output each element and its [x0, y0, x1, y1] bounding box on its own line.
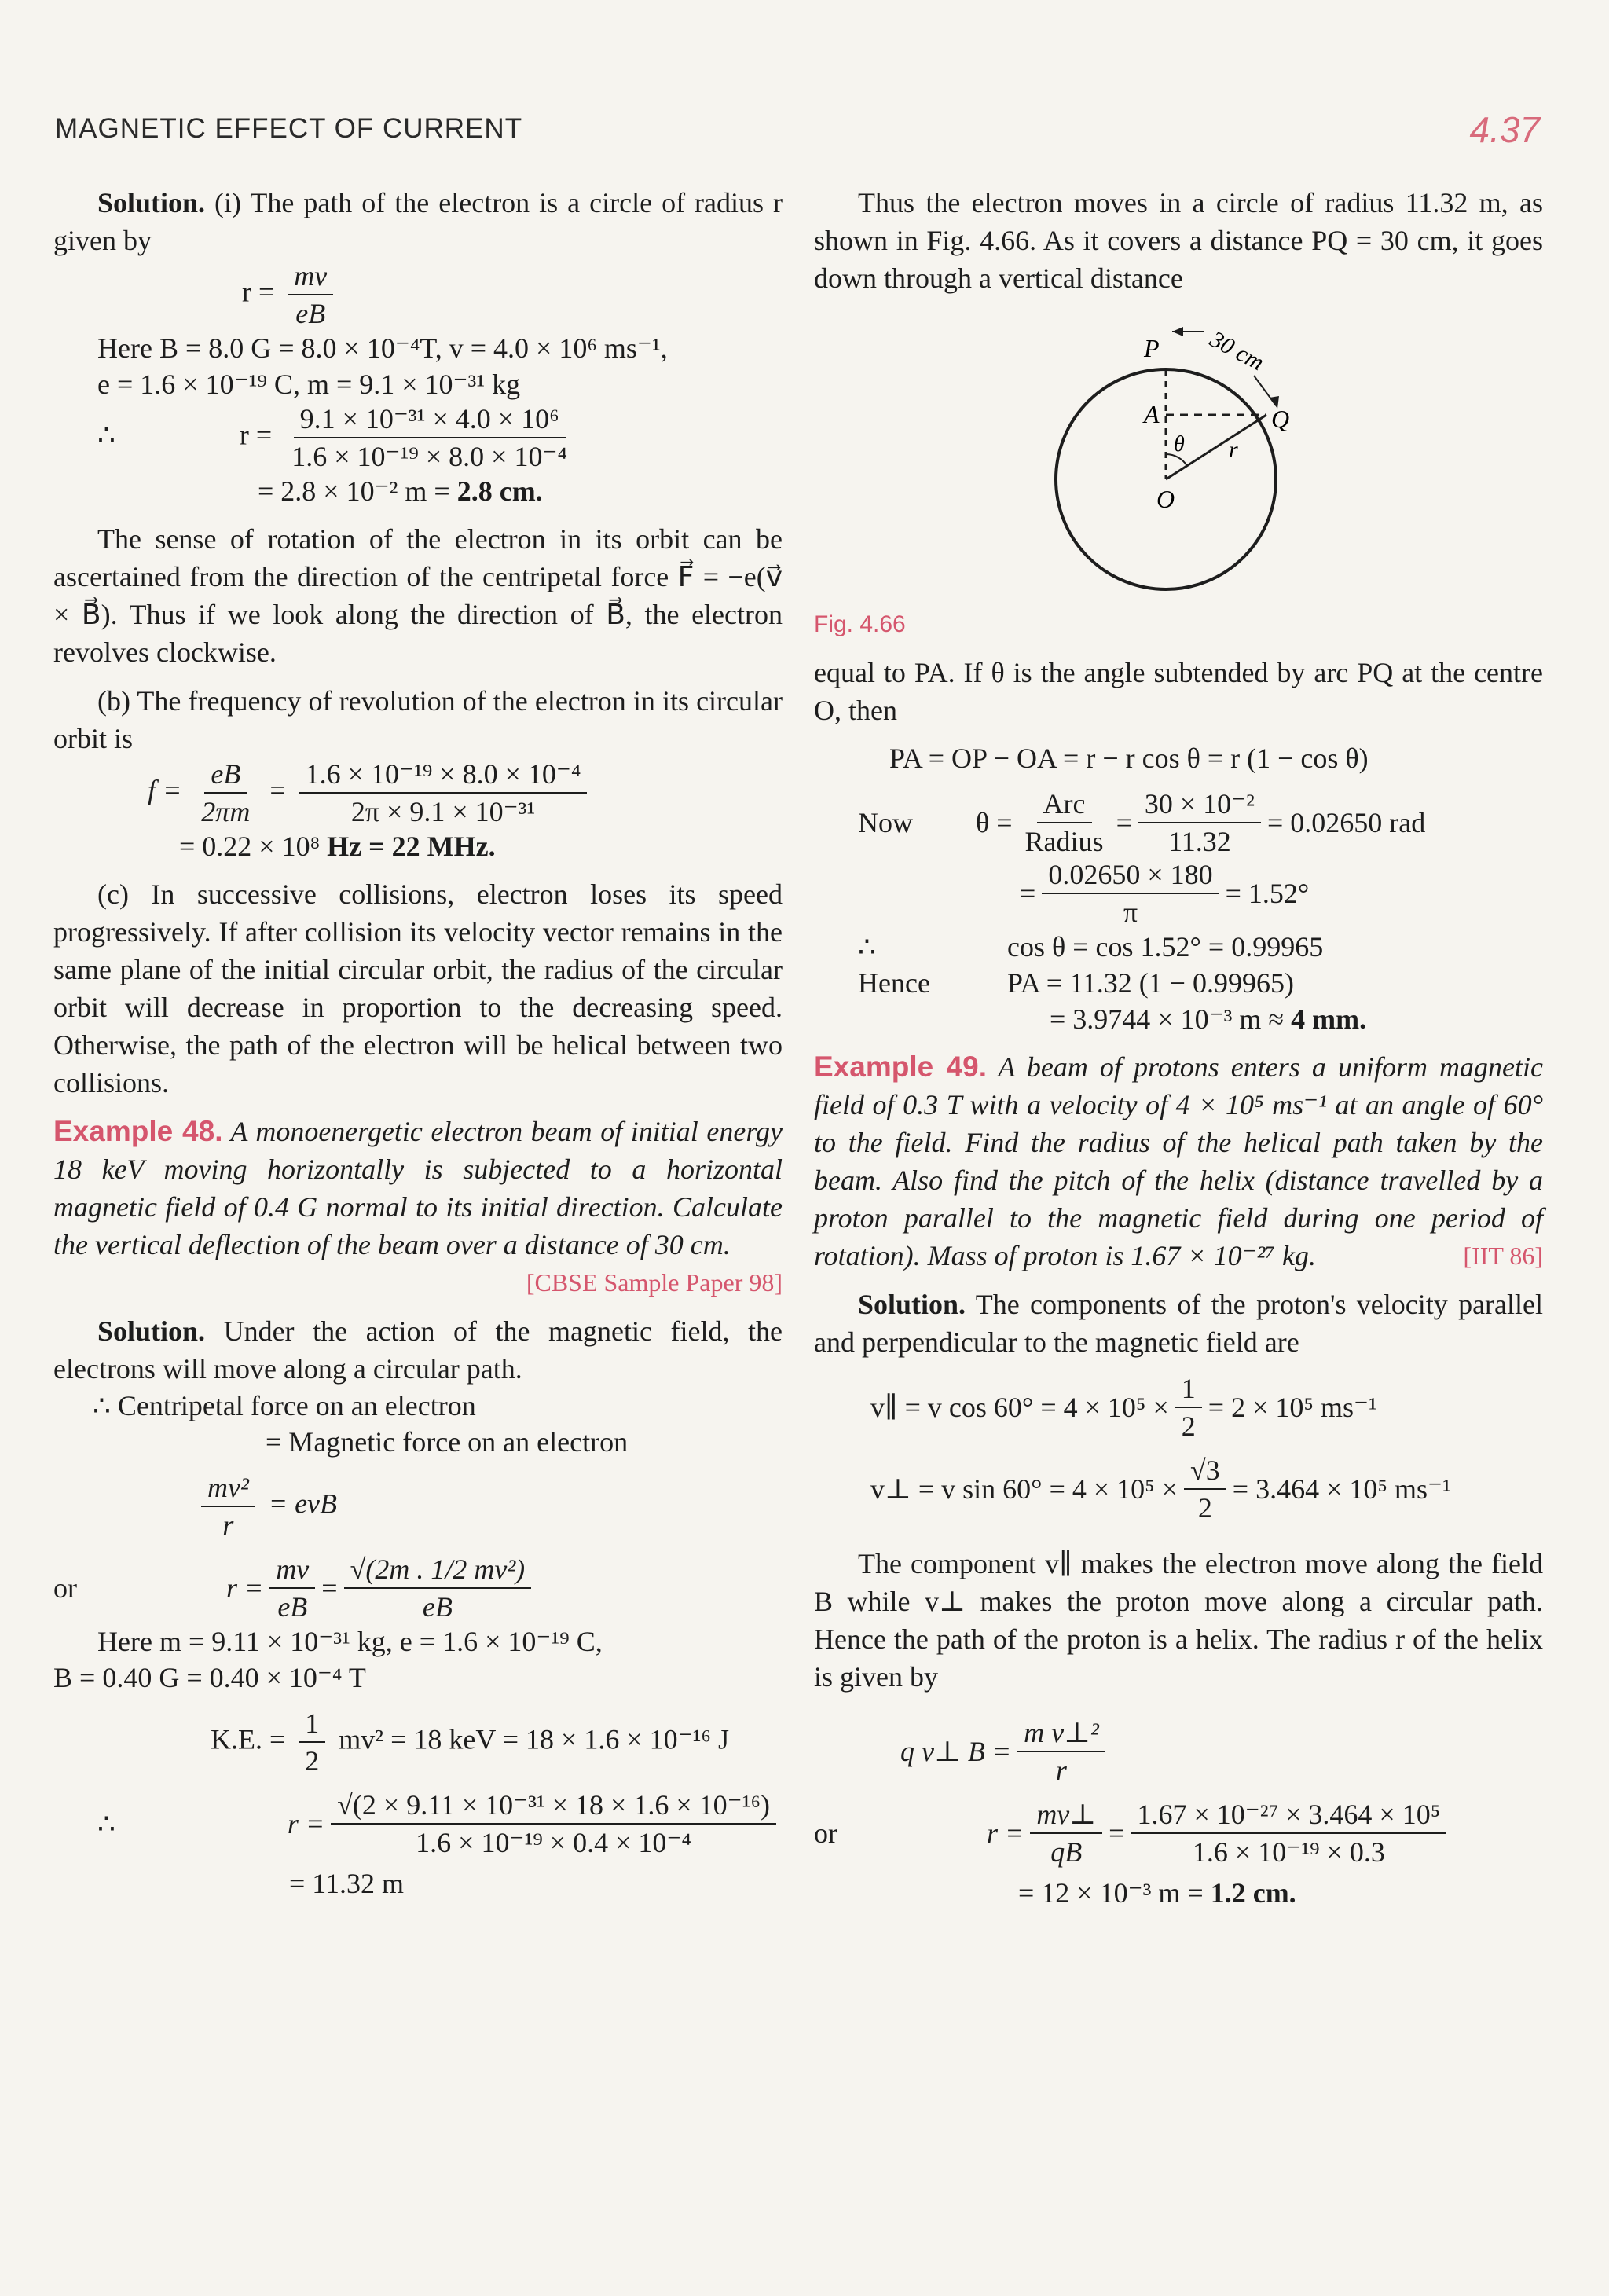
equation-r3: ∴ r = $\frac{\text{√(2 × 9.11 × 10⁻³¹ × 18 × 1.6 × 10⁻¹⁶)}}{\text{1.6 × 10⁻¹⁹ × 0.4 × 10⁻⁴}}$ — [53, 1788, 783, 1859]
equation-r: r = $\frac{mv}{eB}$ — [53, 259, 783, 330]
paragraph-b: (b) The frequency of revolution of the electron in its circular orbit is — [53, 685, 783, 754]
equation-r2: or r = $\frac{mv}{eB}$ = $\frac{\text{√(2m . 1/2 mv²)}}{eB}$ — [53, 1553, 783, 1623]
result-pa: = 3.9744 × 10⁻³ m ≈ 4 mm. — [1050, 1003, 1367, 1035]
equation-force: q v⊥ B = $\frac{\text{m v⊥²}}{r}$ — [814, 1716, 1543, 1787]
paragraph-component: The component v∥ makes the electron move along the field B while v⊥ makes the proton move along a circular path. Hence the path of the proton is a helix. The radius r of the helix is given by — [814, 1548, 1543, 1693]
equation-mv2: $\frac{\text{mv²}}{r}$ = evB — [53, 1471, 783, 1542]
result-r-helix: = 12 × 10⁻³ m = 1.2 cm. — [1018, 1877, 1296, 1909]
result-f: = 0.22 × 10⁸ Hz = 22 MHz. — [179, 831, 496, 862]
equation-f: f = $\frac{eB}{2\pi m}$ = $\frac{\text{1.6 × 10⁻¹⁹ × 8.0 × 10⁻⁴}}{\text{2π × 9.1 × 10⁻³¹}}$ — [53, 757, 783, 828]
centripetal-line: ∴ Centripetal force on an electron — [93, 1390, 476, 1421]
running-title: MAGNETIC EFFECT OF CURRENT — [55, 113, 523, 144]
equation-r-helix: or r = $\frac{mv\perp}{qB}$ = $\frac{\text{1.67 × 10⁻²⁷ × 3.464 × 10⁵}}{\text{1.6 × 10⁻¹⁹ × 0.3}}$ — [814, 1798, 1543, 1869]
fig-label-A: A — [1144, 400, 1160, 428]
fig-label-theta: θ — [1174, 432, 1185, 457]
page-number: 4.37 — [1469, 109, 1540, 150]
equation-pa: PA = OP − OA = r − r cos θ = r (1 − cos θ) — [889, 743, 1369, 774]
solution-1-text: Solution. (i) The path of the electron is a circle of radius r given by — [53, 187, 783, 256]
equation-pa-numeric: Hence PA = 11.32 (1 − 0.99965) — [858, 967, 1294, 999]
paragraph-sense: The sense of rotation of the electron in its orbit can be ascertained from the direction of the centripetal force F⃗ = −e(v⃗ × B⃗). Thus if we look along the direction of B⃗, the electron revolves clockwise. — [53, 523, 783, 668]
solution-2-text: Solution. Under the action of the magnetic field, the electrons will move along a circular path. — [53, 1315, 783, 1385]
solution-label: Solution. — [97, 187, 206, 218]
paragraph-equal: equal to PA. If θ is the angle subtended by arc PQ at the centre O, then — [814, 657, 1543, 726]
figure-caption: Fig. 4.66 — [814, 611, 906, 637]
equation-v-parallel: v∥ = v cos 60° = 4 × 10⁵ × $\frac{1}{2}$ = 2 × 10⁵ ms⁻¹ — [870, 1373, 1377, 1442]
figure-4-66 — [814, 297, 1543, 643]
fig-label-r: r — [1229, 437, 1238, 463]
given-values-1: Here B = 8.0 G = 8.0 × 10⁻⁴T, v = 4.0 × 10⁶ ms⁻¹, — [97, 332, 668, 364]
page-header — [55, 108, 1540, 156]
magnetic-line: = Magnetic force on an electron — [266, 1426, 629, 1458]
solution-49-text: Solution. The components of the proton's velocity parallel and perpendicular to the magnetic field are — [814, 1289, 1543, 1358]
given-values-3: Here m = 9.11 × 10⁻³¹ kg, e = 1.6 × 10⁻¹⁹ C, — [97, 1626, 603, 1657]
left-column — [53, 184, 783, 1902]
fig-label-P: P — [1144, 334, 1160, 362]
example-49: Example 49. A beam of protons enters a uniform magnetic field of 0.3 T with a velocity of 4 × 10⁵ ms⁻¹ at an angle of 60° to the field. Find the radius of the helical path taken by the beam. Also find the pitch of the helix (distance travelled by a proton parallel to the magnetic field during one period of rotation). Mass of proton is 1.67 × 10⁻²⁷ kg. [IIT 86] — [814, 1048, 1543, 1275]
fig-label-O: O — [1156, 485, 1175, 513]
fig-label-Q: Q — [1271, 405, 1290, 433]
example-49-label: Example 49. — [814, 1051, 987, 1083]
equation-cos: ∴ cos θ = cos 1.52° = 0.99965 — [858, 931, 1324, 963]
result-r: = 2.8 × 10⁻² m = 2.8 cm. — [258, 475, 543, 507]
equation-v-perp: v⊥ = v sin 60° = 4 × 10⁵ × $\frac{√3}{2}$ = 3.464 × 10⁵ ms⁻¹ — [870, 1454, 1451, 1524]
paragraph-c: (c) In successive collisions, electron loses its speed progressively. If after collision its velocity vector remains in the same plane of the initial circular orbit, the radius of the circular orbit will decrease in proportion to the decreasing speed. Otherwise, the path of the electron will be helical between two collisions. — [53, 878, 783, 1098]
example-48: Example 48. A monoenergetic electron beam of initial energy 18 keV moving horizontally is subjected to a horizontal magnetic field of 0.4 G normal to its initial direction. Calculate the vertical deflection of the beam over a distance of 30 cm. [CBSE Sample Paper 98] — [53, 1113, 783, 1264]
equation-degrees: = $\frac{0.02650 \times 180}{\pi}$ = 1.52° — [1020, 859, 1310, 928]
given-values-2: e = 1.6 × 10⁻¹⁹ C, m = 9.1 × 10⁻³¹ kg — [97, 369, 521, 400]
circle-diagram — [814, 297, 1543, 643]
paragraph-thus: Thus the electron moves in a circle of radius 11.32 m, as shown in Fig. 4.66. As it covers a distance PQ = 30 cm, it goes down through a vertical distance — [814, 187, 1543, 294]
example-49-source: [IIT 86] — [1463, 1242, 1543, 1270]
fig-label-30cm: 30 cm — [1205, 326, 1269, 376]
equation-theta: Now θ = $\frac{\text{Arc}}{\text{Radius}}$ = $\frac{\text{30 × 10⁻²}}{11.32}$ = 0.02650 rad — [858, 788, 1426, 857]
arrowhead-left — [1172, 327, 1183, 336]
example-48-source: [CBSE Sample Paper 98] — [526, 1268, 783, 1297]
result-r3: = 11.32 m — [289, 1868, 404, 1899]
example-48-label: Example 48. — [53, 1115, 223, 1147]
equation-r-numeric: ∴ r = $\frac{\text{9.1 × 10⁻³¹ × 4.0 × 10⁶}}{\text{1.6 × 10⁻¹⁹ × 8.0 × 10⁻⁴}}$ — [97, 403, 568, 472]
right-column — [814, 184, 1543, 1911]
equation-ke: K.E. = $\frac{1}{2}$ mv² = 18 keV = 18 × 1.6 × 10⁻¹⁶ J — [211, 1707, 729, 1777]
given-values-4: B = 0.40 G = 0.40 × 10⁻⁴ T — [53, 1662, 366, 1693]
